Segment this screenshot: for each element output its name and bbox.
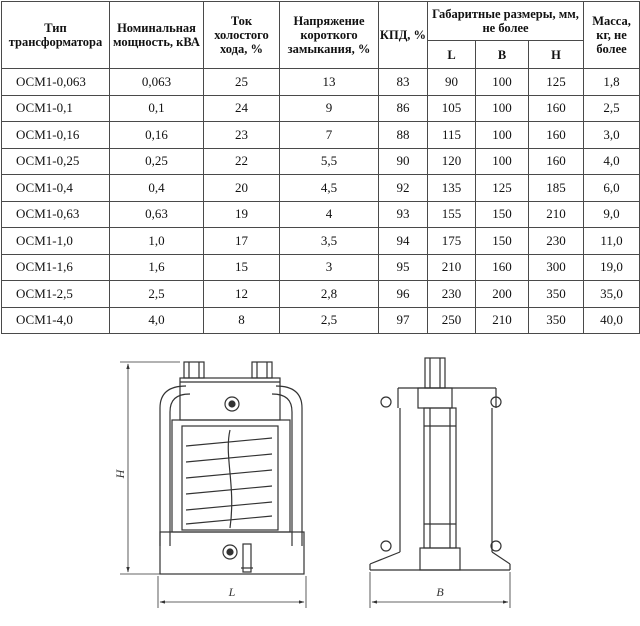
cell-dim-h: 160 xyxy=(529,95,584,122)
cell-idle-current: 15 xyxy=(204,254,280,281)
cell-mass: 6,0 xyxy=(584,175,640,202)
cell-mass: 4,0 xyxy=(584,148,640,175)
header-type: Тип трансформатора xyxy=(2,2,110,69)
dimension-l-label: L xyxy=(228,585,236,599)
header-dim-b: B xyxy=(476,41,529,69)
cell-type: ОСМ1-0,1 xyxy=(2,95,110,122)
cell-type: ОСМ1-2,5 xyxy=(2,281,110,308)
cell-power: 0,25 xyxy=(110,148,204,175)
cell-short-circuit-voltage: 4 xyxy=(280,201,379,228)
cell-dim-b: 100 xyxy=(476,148,529,175)
cell-idle-current: 24 xyxy=(204,95,280,122)
cell-power: 1,0 xyxy=(110,228,204,255)
table-row xyxy=(2,281,640,308)
cell-dim-b: 100 xyxy=(476,69,529,96)
cell-power: 4,0 xyxy=(110,307,204,334)
cell-mass: 1,8 xyxy=(584,69,640,96)
cell-mass: 19,0 xyxy=(584,254,640,281)
cell-dim-h: 125 xyxy=(529,69,584,96)
cell-dim-b: 200 xyxy=(476,281,529,308)
cell-idle-current: 22 xyxy=(204,148,280,175)
cell-efficiency: 83 xyxy=(379,69,428,96)
dimension-b-label: B xyxy=(436,585,444,599)
cell-idle-current: 19 xyxy=(204,201,280,228)
cell-dim-b: 150 xyxy=(476,201,529,228)
cell-dim-b: 160 xyxy=(476,254,529,281)
cell-power: 2,5 xyxy=(110,281,204,308)
cell-dim-l: 105 xyxy=(428,95,476,122)
cell-short-circuit-voltage: 5,5 xyxy=(280,148,379,175)
cell-efficiency: 86 xyxy=(379,95,428,122)
cell-dim-l: 135 xyxy=(428,175,476,202)
header-efficiency: КПД, % xyxy=(379,2,428,69)
header-mass: Масса, кг, не более xyxy=(584,2,640,69)
cell-dim-h: 185 xyxy=(529,175,584,202)
cell-type: ОСМ1-0,16 xyxy=(2,122,110,149)
cell-efficiency: 93 xyxy=(379,201,428,228)
cell-idle-current: 8 xyxy=(204,307,280,334)
cell-mass: 40,0 xyxy=(584,307,640,334)
header-idle-current: Ток холостого хода, % xyxy=(204,2,280,69)
cell-mass: 9,0 xyxy=(584,201,640,228)
cell-idle-current: 23 xyxy=(204,122,280,149)
cell-type: ОСМ1-4,0 xyxy=(2,307,110,334)
cell-idle-current: 12 xyxy=(204,281,280,308)
table-row xyxy=(2,228,640,255)
cell-idle-current: 25 xyxy=(204,69,280,96)
cell-power: 0,4 xyxy=(110,175,204,202)
cell-efficiency: 94 xyxy=(379,228,428,255)
cell-efficiency: 97 xyxy=(379,307,428,334)
cell-type: ОСМ1-0,4 xyxy=(2,175,110,202)
cell-dim-l: 250 xyxy=(428,307,476,334)
cell-efficiency: 90 xyxy=(379,148,428,175)
cell-dim-h: 350 xyxy=(529,281,584,308)
cell-efficiency: 88 xyxy=(379,122,428,149)
cell-dim-l: 210 xyxy=(428,254,476,281)
cell-type: ОСМ1-0,63 xyxy=(2,201,110,228)
cell-dim-b: 125 xyxy=(476,175,529,202)
cell-short-circuit-voltage: 2,5 xyxy=(280,307,379,334)
front-view xyxy=(160,362,304,574)
cell-dim-l: 115 xyxy=(428,122,476,149)
cell-dim-h: 210 xyxy=(529,201,584,228)
cell-dim-l: 120 xyxy=(428,148,476,175)
cell-mass: 3,0 xyxy=(584,122,640,149)
cell-power: 0,16 xyxy=(110,122,204,149)
header-dim-l: L xyxy=(428,41,476,69)
cell-type: ОСМ1-0,25 xyxy=(2,148,110,175)
header-short-circuit-voltage: Напряжение короткого замыкания, % xyxy=(280,2,379,69)
cell-type: ОСМ1-1,0 xyxy=(2,228,110,255)
cell-dim-b: 100 xyxy=(476,95,529,122)
cell-type: ОСМ1-1,6 xyxy=(2,254,110,281)
header-dimensions: Габаритные размеры, мм, не более xyxy=(428,2,584,41)
table-row xyxy=(2,307,640,334)
cell-mass: 2,5 xyxy=(584,95,640,122)
cell-efficiency: 96 xyxy=(379,281,428,308)
cell-dim-b: 150 xyxy=(476,228,529,255)
cell-dim-b: 210 xyxy=(476,307,529,334)
cell-short-circuit-voltage: 2,8 xyxy=(280,281,379,308)
table-row xyxy=(2,254,640,281)
table-body xyxy=(2,69,640,334)
cell-mass: 11,0 xyxy=(584,228,640,255)
table-row xyxy=(2,148,640,175)
header-dim-h: H xyxy=(529,41,584,69)
cell-type: ОСМ1-0,063 xyxy=(2,69,110,96)
cell-power: 0,1 xyxy=(110,95,204,122)
cell-idle-current: 17 xyxy=(204,228,280,255)
cell-idle-current: 20 xyxy=(204,175,280,202)
cell-efficiency: 95 xyxy=(379,254,428,281)
specifications-table xyxy=(1,1,640,334)
cell-dim-h: 350 xyxy=(529,307,584,334)
cell-power: 0,63 xyxy=(110,201,204,228)
cell-short-circuit-voltage: 7 xyxy=(280,122,379,149)
cell-dim-b: 100 xyxy=(476,122,529,149)
cell-dim-h: 160 xyxy=(529,122,584,149)
table-row xyxy=(2,201,640,228)
table-row xyxy=(2,122,640,149)
cell-efficiency: 92 xyxy=(379,175,428,202)
cell-power: 1,6 xyxy=(110,254,204,281)
cell-dim-l: 90 xyxy=(428,69,476,96)
cell-short-circuit-voltage: 9 xyxy=(280,95,379,122)
side-view xyxy=(370,358,510,570)
cell-short-circuit-voltage: 3 xyxy=(280,254,379,281)
dimension-h-label: H xyxy=(113,469,127,479)
cell-dim-h: 230 xyxy=(529,228,584,255)
cell-dim-l: 230 xyxy=(428,281,476,308)
table-row xyxy=(2,175,640,202)
cell-dim-h: 300 xyxy=(529,254,584,281)
cell-dim-l: 175 xyxy=(428,228,476,255)
cell-dim-l: 155 xyxy=(428,201,476,228)
table-row xyxy=(2,95,640,122)
transformer-drawing xyxy=(0,346,640,626)
table-row xyxy=(2,69,640,96)
cell-dim-h: 160 xyxy=(529,148,584,175)
header-power: Номинальная мощность, кВА xyxy=(110,2,204,69)
cell-mass: 35,0 xyxy=(584,281,640,308)
cell-short-circuit-voltage: 3,5 xyxy=(280,228,379,255)
cell-short-circuit-voltage: 4,5 xyxy=(280,175,379,202)
cell-power: 0,063 xyxy=(110,69,204,96)
cell-short-circuit-voltage: 13 xyxy=(280,69,379,96)
